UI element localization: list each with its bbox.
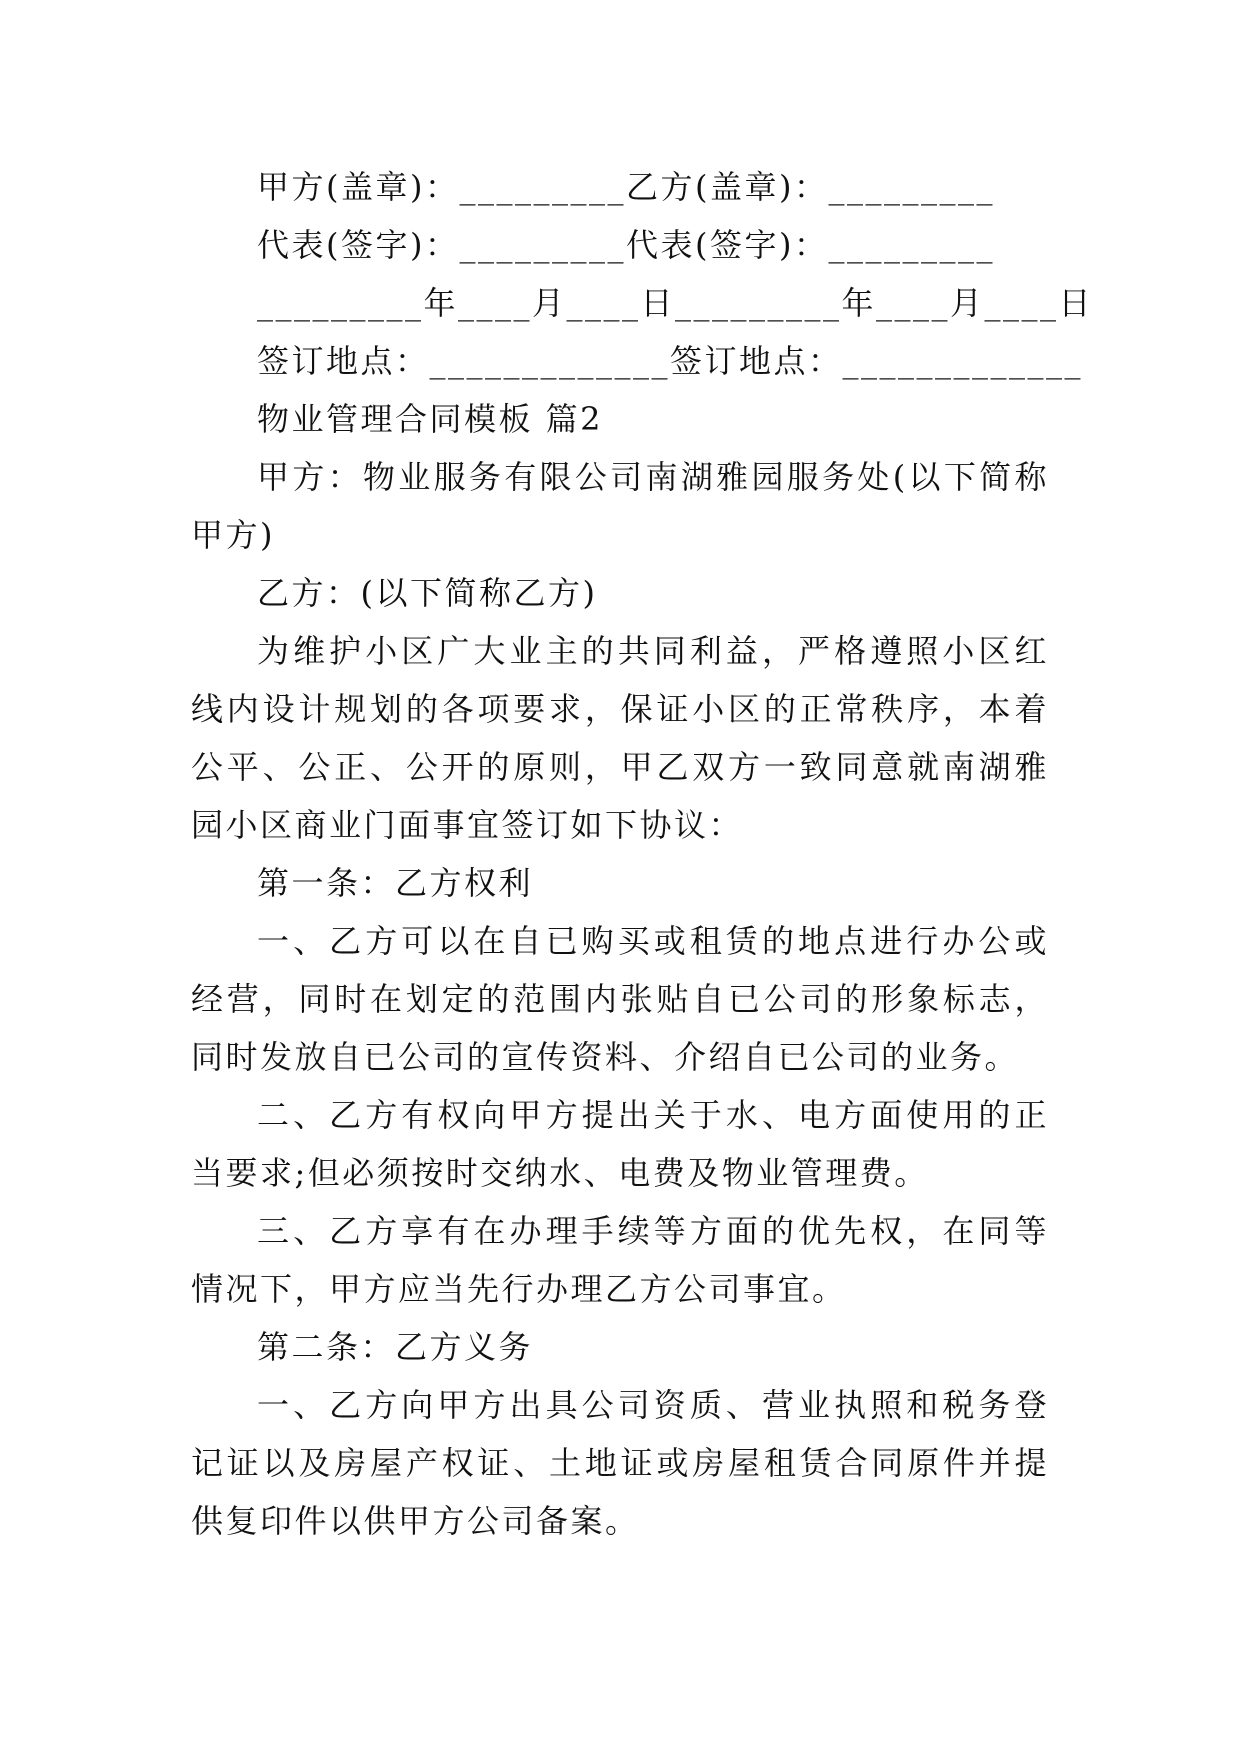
signature-line-date: _________年____月____日_________年____月____日 xyxy=(257,284,1094,322)
article-2-item: 一、乙方向甲方出具公司资质、营业执照和税务登记证以及房屋产权证、土地证或房屋租赁合同原件并提供复印件以供甲方公司备案。 xyxy=(191,1386,1049,1540)
article-1-item: 三、乙方享有在办理手续等方面的优先权，在同等情况下，甲方应当先行办理乙方公司事宜。 xyxy=(191,1212,1049,1308)
article-1-item: 一、乙方可以在自已购买或租赁的地点进行办公或经营，同时在划定的范围内张贴自已公司的形象标志，同时发放自已公司的宣传资料、介绍自已公司的业务。 xyxy=(191,922,1049,1076)
article-2-title: 第二条：乙方义务 xyxy=(257,1328,534,1366)
document-body xyxy=(191,158,1094,1550)
signature-line-representative: 代表(签字)：_________代表(签字)：_________ xyxy=(257,226,995,264)
party-a: 甲方：物业服务有限公司南湖雅园服务处(以下简称甲方) xyxy=(191,458,1049,554)
party-b: 乙方：(以下简称乙方) xyxy=(257,574,598,612)
article-1-item: 二、乙方有权向甲方提出关于水、电方面使用的正当要求;但必须按时交纳水、电费及物业管理费。 xyxy=(191,1096,1049,1192)
signature-line-location: 签订地点：_____________签订地点：_____________ xyxy=(257,342,1084,380)
signature-block xyxy=(191,158,1094,390)
signature-line-seal: 甲方(盖章)：_________乙方(盖章)：_________ xyxy=(257,168,995,206)
intro-paragraph: 为维护小区广大业主的共同利益，严格遵照小区红线内设计规划的各项要求，保证小区的正常秩序，本着公平、公正、公开的原则，甲乙双方一致同意就南湖雅园小区商业门面事宜签订如下协议： xyxy=(191,632,1049,844)
article-1-title: 第一条：乙方权利 xyxy=(257,864,534,902)
section-title: 物业管理合同模板 篇2 xyxy=(257,400,604,438)
